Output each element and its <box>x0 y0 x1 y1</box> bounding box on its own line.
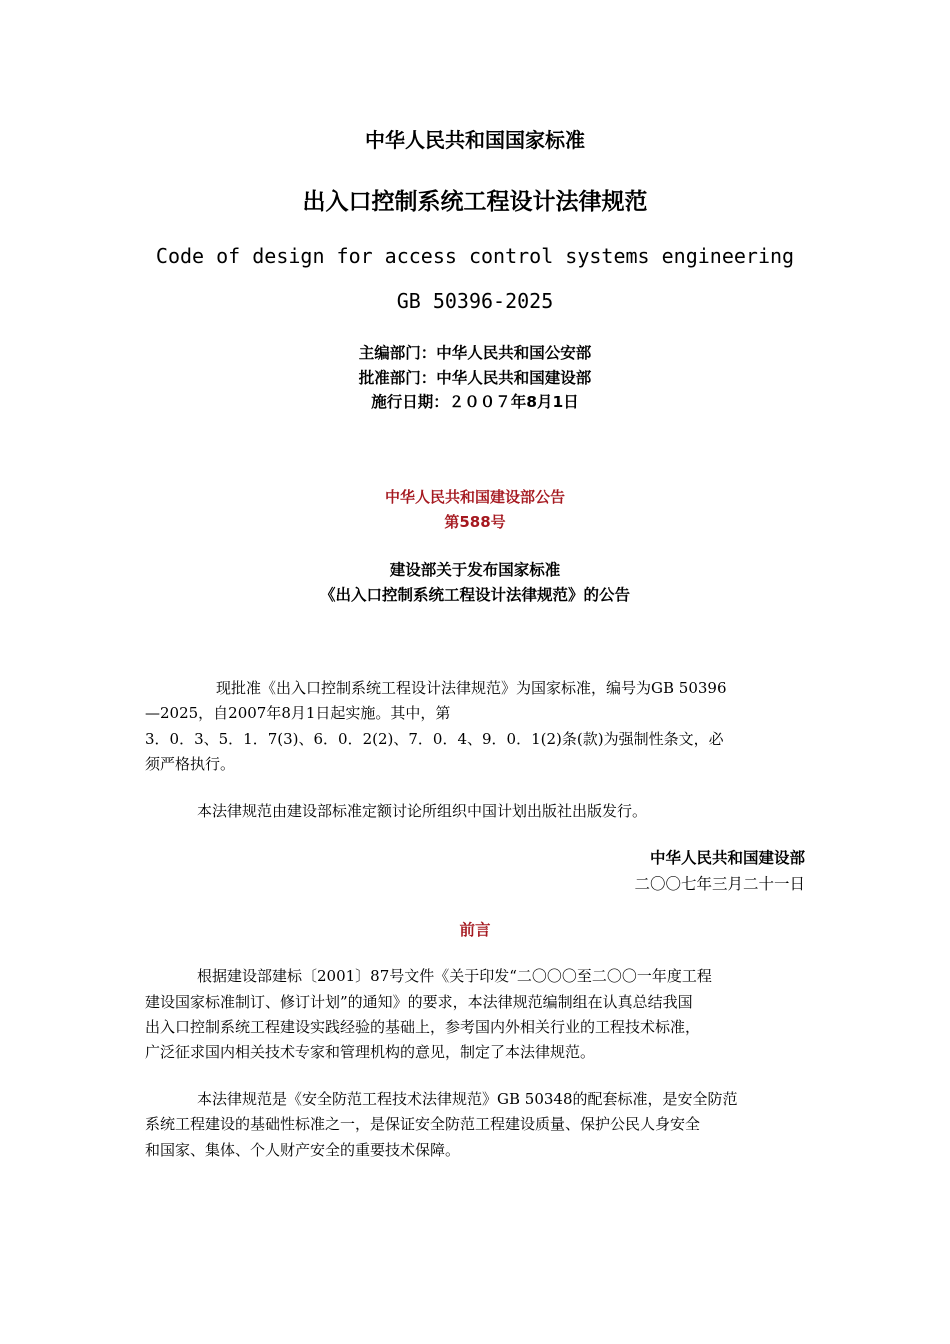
signature-date: 二〇〇七年三月二十一日 <box>634 875 805 893</box>
document-title-cn: 出入口控制系统工程设计法律规范 <box>302 189 648 215</box>
announcement-number: 第588号 <box>444 513 506 531</box>
foreword-paragraph-line: 建设国家标准制订、修订计划”的通知》的要求，本法律规范编制组在认真总结我国 <box>145 993 693 1011</box>
foreword-heading: 前言 <box>459 921 491 939</box>
foreword-paragraph-line: 和国家、集体、个人财产安全的重要技术保障。 <box>145 1141 461 1159</box>
document-title-en: Code of design for access control systems engineering <box>155 244 795 268</box>
announcement-title-line2: 《出入口控制系统工程设计法律规范》的公告 <box>319 586 630 604</box>
body-paragraph-line: 现批准《出入口控制系统工程设计法律规范》为国家标准，编号为GB 50396 <box>216 679 727 697</box>
signature-organization: 中华人民共和国建设部 <box>649 849 805 867</box>
foreword-paragraph-line: 系统工程建设的基础性标准之一，是保证安全防范工程建设质量、保护公民人身安全 <box>145 1115 701 1133</box>
effective-date: 施行日期：２００７年8月1日 <box>371 393 579 411</box>
approver-department: 批准部门：中华人民共和国建设部 <box>358 369 592 387</box>
foreword-paragraph-line: 本法律规范是《安全防范工程技术法律规范》GB 50348的配套标准，是安全防范 <box>197 1090 738 1108</box>
body-paragraph-line: 3．0．3、5．1．7(3)、6．0．2(2)、7．0．4、9．0．1(2)条(款)为强制性条文，必 <box>145 730 724 748</box>
body-paragraph-publisher: 本法律规范由建设部标准定额讨论所组织中国计划出版社出版发行。 <box>197 802 648 820</box>
editor-department: 主编部门：中华人民共和国公安部 <box>358 344 592 362</box>
foreword-paragraph-line: 广泛征求国内相关技术专家和管理机构的意见，制定了本法律规范。 <box>145 1043 596 1061</box>
body-paragraph-line: 须严格执行。 <box>145 755 236 773</box>
announcement-issuer: 中华人民共和国建设部公告 <box>384 488 565 506</box>
standard-code: GB 50396-2025 <box>396 289 554 313</box>
national-standard-label: 中华人民共和国国家标准 <box>365 128 585 152</box>
announcement-title-line1: 建设部关于发布国家标准 <box>389 561 561 579</box>
foreword-paragraph-line: 出入口控制系统工程建设实践经验的基础上，参考国内外相关行业的工程技术标准， <box>145 1018 701 1036</box>
body-paragraph-line: —2025，自2007年8月1日起实施。其中，第 <box>145 704 451 722</box>
foreword-paragraph-line: 根据建设部建标〔2001〕87号文件《关于印发“二〇〇〇至二〇〇一年度工程 <box>197 967 712 985</box>
